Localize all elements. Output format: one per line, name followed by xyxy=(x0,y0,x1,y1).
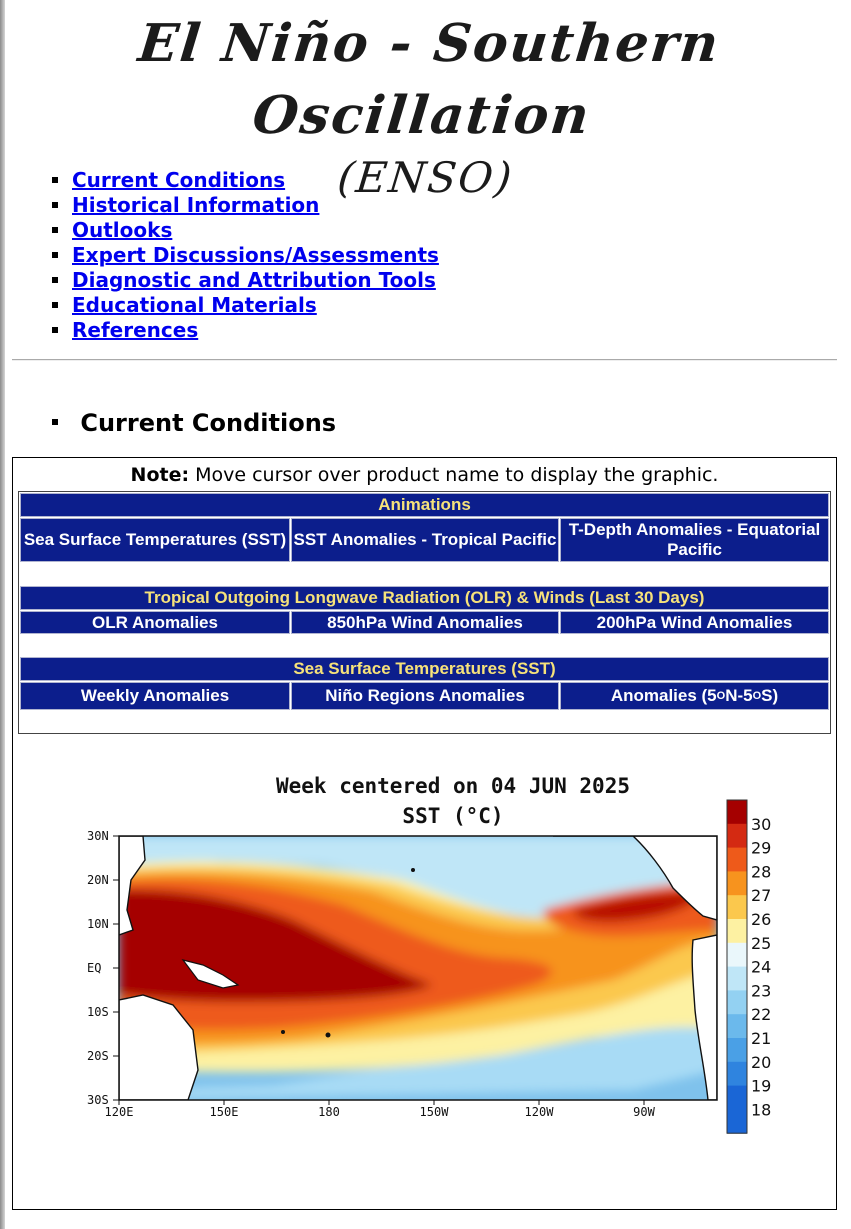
product-200hpa-wind[interactable]: 200hPa Wind Anomalies xyxy=(560,611,829,634)
nav-item-outlooks xyxy=(52,218,439,243)
latitude-axis xyxy=(87,829,119,1107)
section-heading xyxy=(52,409,336,437)
sst-field xyxy=(119,836,717,1100)
island-marker xyxy=(326,1033,331,1038)
nav-item-diagnostic-tools xyxy=(52,268,439,293)
anomalies-5n5s-prefix: Anomalies (5 xyxy=(610,686,717,705)
sst-map-svg xyxy=(73,770,793,1140)
anomalies-5n5s-mid: N-5 xyxy=(725,686,753,705)
nav-link-expert-discussions[interactable]: Expert Discussions/Assessments xyxy=(72,243,439,267)
nav-item-current-conditions xyxy=(52,168,439,193)
nav-item-references xyxy=(52,318,439,343)
colorbar-label: 20 xyxy=(751,1052,772,1072)
lat-tick-label: 10N xyxy=(87,917,109,931)
nav-link-current-conditions[interactable]: Current Conditions xyxy=(72,168,286,192)
colorbar-segment xyxy=(727,848,747,872)
longitude-axis xyxy=(105,1100,656,1119)
nav-link-diagnostic-tools[interactable]: Diagnostic and Attribution Tools xyxy=(72,268,436,292)
colorbar-label: 21 xyxy=(751,1029,772,1048)
horizontal-rule xyxy=(12,359,837,361)
lon-tick-label: 150W xyxy=(419,1105,449,1119)
lon-tick-label: 90W xyxy=(633,1105,655,1119)
colorbar-segment xyxy=(727,919,747,943)
colorbar-segment xyxy=(727,990,747,1014)
colorbar-label: 24 xyxy=(751,957,772,977)
main-nav xyxy=(52,168,439,343)
colorbar-segment xyxy=(727,1109,747,1133)
colorbar-segment xyxy=(727,1038,747,1062)
nav-item-expert-discussions xyxy=(52,243,439,268)
colorbar-segment xyxy=(727,1014,747,1038)
colorbar-segment xyxy=(727,895,747,919)
colorbar-segment xyxy=(727,824,747,848)
lat-tick-label: 20S xyxy=(87,1049,109,1063)
anomalies-5n5s-suffix: S) xyxy=(761,686,779,705)
colorbar-label: 25 xyxy=(751,933,772,953)
nav-link-references[interactable]: References xyxy=(72,318,199,342)
lat-tick-label: EQ xyxy=(87,961,102,975)
nav-item-historical-information xyxy=(52,193,439,218)
page-title-line1: El Niño - Southern Oscillation xyxy=(135,13,724,146)
sst-header: Sea Surface Temperatures (SST) xyxy=(20,657,829,681)
olr-winds-header: Tropical Outgoing Longwave Radiation (OLR) & Winds (Last 30 Days) xyxy=(20,586,829,610)
product-weekly-anomalies[interactable]: Weekly Anomalies xyxy=(20,682,290,710)
product-sst-anomalies-animation[interactable]: SST Anomalies - Tropical Pacific xyxy=(291,518,559,562)
colorbar-label: 29 xyxy=(751,838,772,858)
degree-sup-1: O xyxy=(716,690,726,702)
colorbar-label: 19 xyxy=(751,1076,772,1096)
lon-tick-label: 150E xyxy=(209,1105,239,1119)
colorbar-label: 30 xyxy=(751,814,772,834)
map-title: Week centered on 04 JUN 2025 xyxy=(275,774,630,798)
colorbar-label: 18 xyxy=(751,1100,772,1120)
lon-tick-label: 180 xyxy=(318,1105,340,1119)
product-850hpa-wind[interactable]: 850hPa Wind Anomalies xyxy=(291,611,559,634)
lat-tick-label: 20N xyxy=(87,873,109,887)
nav-item-educational-materials xyxy=(52,293,439,318)
colorbar-label: 27 xyxy=(751,886,772,906)
product-nino-regions-anomalies[interactable]: Niño Regions Anomalies xyxy=(291,682,559,710)
island-marker xyxy=(281,1030,285,1034)
product-sst-animation[interactable]: Sea Surface Temperatures (SST) xyxy=(20,518,290,562)
section-heading-text: Current Conditions xyxy=(80,409,337,437)
nav-link-outlooks[interactable]: Outlooks xyxy=(72,218,173,242)
colorbar-label: 23 xyxy=(751,981,772,1001)
colorbar-segment xyxy=(727,943,747,967)
page-title-line2: (ENSO) xyxy=(335,153,516,202)
colorbar-segment xyxy=(727,1086,747,1110)
lat-tick-label: 10S xyxy=(87,1005,109,1019)
colorbar-label: 28 xyxy=(751,862,772,882)
note-body: Move cursor over product name to display the graphic. xyxy=(189,464,719,486)
colorbar-segment xyxy=(727,967,747,991)
product-table xyxy=(18,491,831,734)
lat-tick-label: 30N xyxy=(87,829,109,843)
lon-tick-label: 120E xyxy=(104,1105,134,1119)
note-text xyxy=(13,464,836,486)
map-subtitle: SST (°C) xyxy=(402,804,504,828)
colorbar-segment xyxy=(727,1062,747,1086)
colorbar-segment xyxy=(727,800,747,824)
sst-map-figure xyxy=(73,770,793,1140)
current-conditions-panel xyxy=(12,457,837,1210)
degree-sup-2: O xyxy=(752,690,762,702)
colorbar-labels xyxy=(751,815,771,1120)
lat-tick-label: 30S xyxy=(87,1093,109,1107)
nav-link-historical-information[interactable]: Historical Information xyxy=(72,193,320,217)
colorbar xyxy=(727,800,747,1134)
island-marker xyxy=(411,868,415,872)
nav-link-educational-materials[interactable]: Educational Materials xyxy=(72,293,317,317)
product-tdepth-animation[interactable]: T-Depth Anomalies - Equatorial Pacific xyxy=(560,518,829,562)
product-olr-anomalies[interactable]: OLR Anomalies xyxy=(20,611,290,634)
note-label: Note: xyxy=(130,464,190,486)
colorbar-label: 22 xyxy=(751,1005,772,1025)
product-anomalies-5n-5s[interactable] xyxy=(560,682,829,710)
lon-tick-label: 120W xyxy=(524,1105,554,1119)
colorbar-label: 26 xyxy=(751,910,772,929)
animations-header: Animations xyxy=(20,493,829,517)
colorbar-segment xyxy=(727,871,747,895)
